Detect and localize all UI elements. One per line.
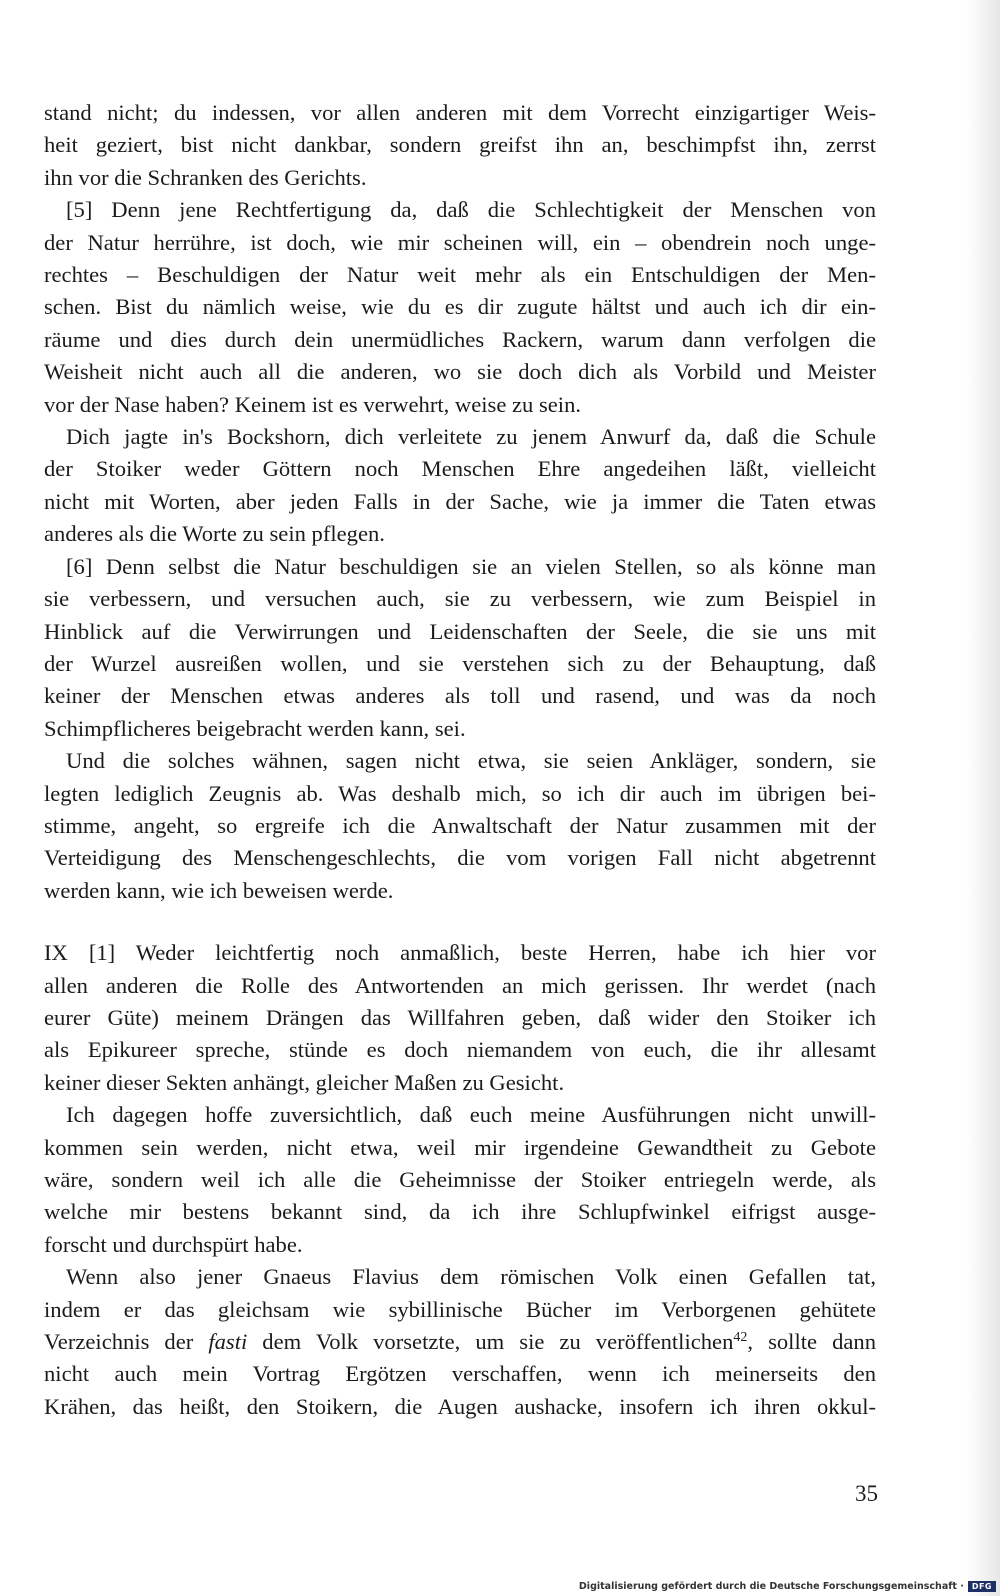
text-line: indem er das gleichsam wie sybillinische Bücher im Verborgenen gehütete bbox=[44, 1296, 876, 1322]
text-fragment: dem Volk vorsetzte, um sie zu veröffentlichen bbox=[247, 1329, 734, 1355]
text-line: Ich dagegen hoffe zuversichtlich, daß euch meine Ausführungen nicht unwill- bbox=[66, 1102, 876, 1128]
text-line: sie verbessern, und versuchen auch, sie zu verbessern, wie zum Beispiel in bbox=[44, 586, 876, 612]
text-line: Wenn also jener Gnaeus Flavius dem römischen Volk einen Gefallen tat, bbox=[66, 1264, 876, 1290]
text-line: anderes als die Worte zu sein pflegen. bbox=[44, 521, 385, 547]
text-line: stimme, angeht, so ergreife ich die Anwaltschaft der Natur zusammen mit der bbox=[44, 812, 876, 838]
text-line: als Epikureer spreche, stünde es doch niemandem von euch, die ihr allesamt bbox=[44, 1037, 876, 1063]
text-line: kommen sein werden, nicht etwa, weil mir irgendeine Gewandtheit zu Gebote bbox=[44, 1134, 876, 1160]
section-break bbox=[44, 907, 876, 937]
text-line: werden kann, wie ich beweisen werde. bbox=[44, 877, 394, 903]
page-number: 35 bbox=[855, 1481, 878, 1506]
text-line: schen. Bist du nämlich weise, wie du es dir zugute hältst und auch ich dir ein- bbox=[44, 294, 876, 320]
text-line: der Wurzel ausreißen wollen, und sie verstehen sich zu der Behauptung, daß bbox=[44, 650, 876, 676]
text-line: welche mir bestens bekannt sind, da ich ihre Schlupfwinkel eifrigst ausge- bbox=[44, 1199, 876, 1225]
text-line: forscht und durchspürt habe. bbox=[44, 1231, 303, 1257]
italic-term: fasti bbox=[208, 1329, 248, 1355]
paragraph bbox=[44, 97, 876, 194]
text-line: nicht mit Worten, aber jeden Falls in der Sache, wie ja immer die Taten etwas bbox=[44, 488, 876, 514]
dfg-logo-icon: DFG bbox=[968, 1581, 996, 1592]
text-line: nicht auch mein Vortrag Ergötzen verschaffen, wenn ich meinerseits den bbox=[44, 1361, 876, 1387]
paragraph bbox=[44, 1099, 876, 1261]
text-fragment: Verzeichnis der bbox=[44, 1329, 209, 1355]
text-line: keiner der Menschen etwas anderes als toll und rasend, und was da noch bbox=[44, 683, 876, 709]
text-line: Verteidigung des Menschengeschlechts, die vom vorigen Fall nicht abgetrennt bbox=[44, 845, 876, 871]
body-text bbox=[44, 97, 876, 1423]
paragraph bbox=[44, 937, 876, 1099]
text-fragment: , sollte dann bbox=[747, 1329, 876, 1355]
text-line: [5] Denn jene Rechtfertigung da, daß die Schlechtigkeit der Menschen von bbox=[66, 197, 876, 223]
paragraph bbox=[44, 421, 876, 551]
text-line bbox=[44, 1326, 876, 1358]
text-line: keiner dieser Sekten anhängt, gleicher Maßen zu Gesicht. bbox=[44, 1069, 565, 1095]
text-line: Dich jagte in's Bockshorn, dich verleitete zu jenem Anwurf da, daß die Schule bbox=[66, 424, 876, 450]
text-line: Weisheit nicht auch all die anderen, wo sie doch dich als Vorbild und Meister bbox=[44, 359, 876, 385]
text-line: allen anderen die Rolle des Antwortenden an mich gerissen. Ihr werdet (nach bbox=[44, 972, 876, 998]
footnote-reference[interactable]: 42 bbox=[733, 1330, 748, 1346]
paragraph bbox=[44, 551, 876, 745]
text-line: [6] Denn selbst die Natur beschuldigen sie an vielen Stellen, so als könne man bbox=[66, 553, 876, 579]
text-line: der Stoiker weder Göttern noch Menschen Ehre angedeihen läßt, vielleicht bbox=[44, 456, 876, 482]
footer-credit: Digitalisierung gefördert durch die Deutsche Forschungsgemeinschaft · bbox=[578, 1580, 964, 1592]
text-line: heit geziert, bist nicht dankbar, sondern greifst ihn an, beschimpfst ihn, zerrst bbox=[44, 132, 876, 158]
text-line: der Natur herrühre, ist doch, wie mir scheinen will, ein – obendrein noch unge- bbox=[44, 229, 876, 255]
text-line: IX [1] Weder leichtfertig noch anmaßlich, beste Herren, habe ich hier vor bbox=[44, 940, 876, 966]
text-line: stand nicht; du indessen, vor allen anderen mit dem Vorrecht einzigartiger Weis- bbox=[44, 100, 876, 125]
paragraph bbox=[44, 1261, 876, 1423]
paragraph bbox=[44, 194, 876, 421]
text-line: ihn vor die Schranken des Gerichts. bbox=[44, 164, 367, 190]
digitization-footer bbox=[579, 1578, 996, 1594]
text-line: Krähen, das heißt, den Stoikern, die Augen aushacke, insofern ich ihren okkul- bbox=[44, 1393, 876, 1419]
text-line: vor der Nase haben? Keinem ist es verwehrt, weise zu sein. bbox=[44, 391, 582, 417]
text-line: rechtes – Beschuldigen der Natur weit mehr als ein Entschuldigen der Men- bbox=[44, 262, 876, 288]
paragraph bbox=[44, 745, 876, 907]
text-line: legten lediglich Zeugnis ab. Was deshalb mich, so ich dir auch im übrigen bei- bbox=[44, 780, 876, 806]
text-line: Schimpflicheres beigebracht werden kann, sei. bbox=[44, 715, 466, 741]
text-line: wäre, sondern weil ich alle die Geheimnisse der Stoiker entriegeln werde, als bbox=[44, 1167, 876, 1192]
text-line: räume und dies durch dein unermüdliches Rackern, warum dann verfolgen die bbox=[44, 326, 876, 352]
text-line: Hinblick auf die Verwirrungen und Leidenschaften der Seele, die sie uns mit bbox=[44, 618, 876, 644]
text-line: Und die solches wähnen, sagen nicht etwa, sie seien Ankläger, sondern, sie bbox=[66, 748, 876, 774]
text-line: eurer Güte) meinem Drängen das Willfahren geben, daß wider den Stoiker ich bbox=[44, 1004, 876, 1030]
